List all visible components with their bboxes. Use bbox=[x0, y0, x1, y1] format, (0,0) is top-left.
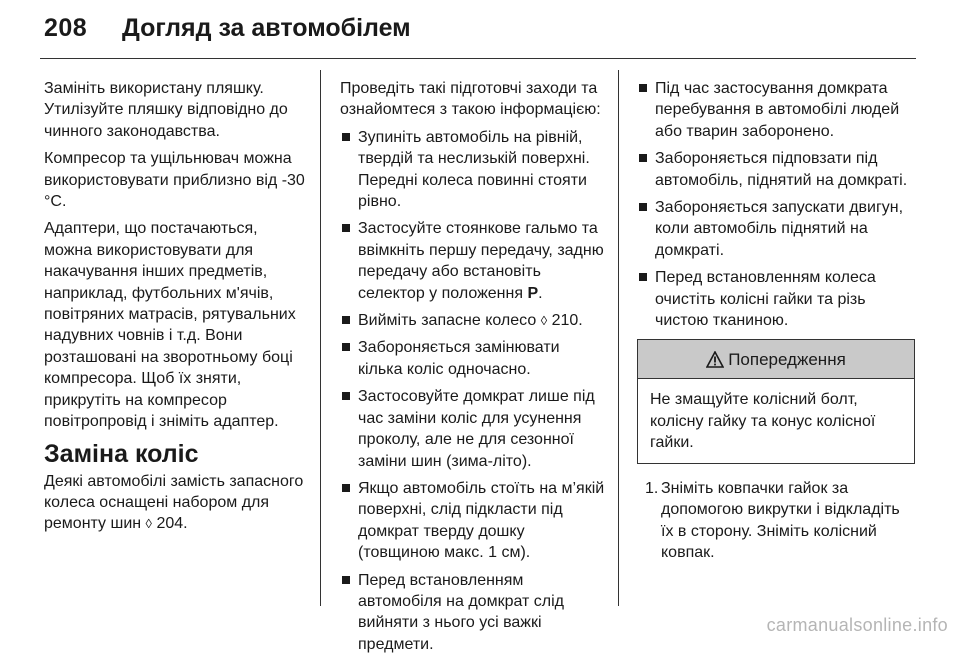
paragraph: Замініть використану пляшку. Утилізуйте пляшку відповідно до чинного законодавства. bbox=[44, 80, 288, 140]
list-item-text: . bbox=[538, 284, 543, 302]
step-number: 1. bbox=[645, 479, 659, 497]
list-item bbox=[340, 218, 608, 304]
list-item-text: Якщо автомобіль стоїть на м’якій поверхні, слід підкласти під домкрат тверду дошку (товщиною макс. 1 см). bbox=[358, 479, 605, 562]
column-left bbox=[44, 78, 310, 541]
paragraph: Проведіть такі підготовчі заходи та ознайомтеся з такою інформацією: bbox=[340, 80, 601, 119]
paragraph: Адаптери, що постачаються, можна використовувати для накачування інших предметів, наприклад, футбольних м'ячів, повітряних матрасів, рятувальних надувних човнів і т.д. Вони розташовані на зворотньому боці компресора. Щоб їх зняти, прикрутіть на компресор повітропровід і зніміть адаптер. bbox=[44, 220, 296, 431]
page-ref-link[interactable]: 204. bbox=[156, 515, 188, 533]
steps-list bbox=[637, 478, 915, 564]
column-divider bbox=[618, 70, 619, 606]
warning-header bbox=[638, 340, 914, 379]
warning-body: Не змащуйте колісний болт, колісну гайку та конус колісної гайки. bbox=[650, 391, 876, 452]
column-divider bbox=[320, 70, 321, 606]
list-item-text: Застосовуйте домкрат лише під час заміни коліс для усунення проколу, але не для сезонної заміни шин (зима-літо). bbox=[358, 388, 595, 470]
warning-title: Попередження bbox=[728, 349, 846, 369]
square-bullet-icon bbox=[342, 343, 350, 351]
list-item-text: Зупиніть автомобіль на рівній, твердій та неслизькій поверхні. Передні колеса повинні стояти рівно. bbox=[358, 128, 590, 211]
paragraph-text: Деякі автомобілі замість запасного колеса оснащені набором для ремонту шин bbox=[44, 472, 304, 533]
page-ref-icon: ◊ bbox=[540, 313, 548, 329]
list-item bbox=[637, 197, 915, 261]
list-item bbox=[340, 386, 608, 472]
square-bullet-icon bbox=[639, 203, 647, 211]
watermark: carmanualsonline.info bbox=[766, 615, 948, 635]
list-item-text: Застосуйте стоянкове гальмо та ввімкніть першу передачу, задню передачу або встановіть селектор у положення bbox=[358, 220, 604, 302]
square-bullet-icon bbox=[342, 224, 350, 232]
square-bullet-icon bbox=[342, 576, 350, 584]
header-rule bbox=[40, 58, 916, 59]
warning-triangle-icon bbox=[706, 351, 724, 368]
step-item bbox=[637, 478, 915, 564]
page-title: Догляд за автомобілем bbox=[122, 14, 411, 42]
step-text: Зніміть ковпачки гайок за допомогою викрутки і відкладіть їх в сторону. Зніміть колісний ковпак. bbox=[661, 479, 900, 561]
page-ref-icon: ◊ bbox=[145, 516, 152, 532]
list-item bbox=[637, 78, 915, 142]
column-right bbox=[637, 78, 915, 563]
page-number: 208 bbox=[44, 14, 88, 42]
page-header bbox=[0, 0, 960, 58]
list-item-text: Забороняється запускати двигун, коли автомобіль піднятий на домкраті. bbox=[655, 199, 904, 259]
list-item-text: Перед встановленням автомобіля на домкрат слід вийняти з нього усі важкі предмети. bbox=[358, 571, 565, 653]
list-item-text: Забороняється замінювати кілька коліс одночасно. bbox=[358, 339, 560, 378]
paragraph bbox=[44, 471, 310, 535]
list-item-text: Під час застосування домкрата перебування в автомобілі людей або тварин заборонено. bbox=[655, 80, 900, 140]
section-heading: Заміна коліс bbox=[44, 439, 199, 468]
list-item bbox=[637, 267, 915, 331]
list-item bbox=[340, 478, 608, 564]
square-bullet-icon bbox=[342, 484, 350, 492]
paragraph: Компресор та ущільнювач можна використовувати приблизно від -30 °C. bbox=[44, 150, 305, 211]
square-bullet-icon bbox=[342, 133, 350, 141]
square-bullet-icon bbox=[639, 273, 647, 281]
list-item-text: Перед встановленням колеса очистіть колісні гайки та різь чистою тканиною. bbox=[655, 269, 876, 330]
warning-box bbox=[637, 339, 915, 463]
list-item bbox=[340, 310, 608, 331]
bullet-list bbox=[637, 78, 915, 331]
list-item-text: Вийміть запасне колесо bbox=[358, 312, 537, 330]
list-item-text: Забороняється підповзати під автомобіль, піднятий на домкраті. bbox=[655, 150, 908, 189]
square-bullet-icon bbox=[639, 154, 647, 162]
list-item bbox=[340, 337, 608, 380]
square-bullet-icon bbox=[342, 392, 350, 400]
column-middle bbox=[340, 78, 608, 661]
bullet-list bbox=[340, 127, 608, 655]
list-item bbox=[637, 148, 915, 191]
square-bullet-icon bbox=[342, 316, 350, 324]
list-item bbox=[340, 570, 608, 656]
gear-position-label: P bbox=[527, 284, 539, 302]
list-item bbox=[340, 127, 608, 213]
square-bullet-icon bbox=[639, 84, 647, 92]
page-ref-link[interactable]: 210. bbox=[551, 312, 583, 330]
